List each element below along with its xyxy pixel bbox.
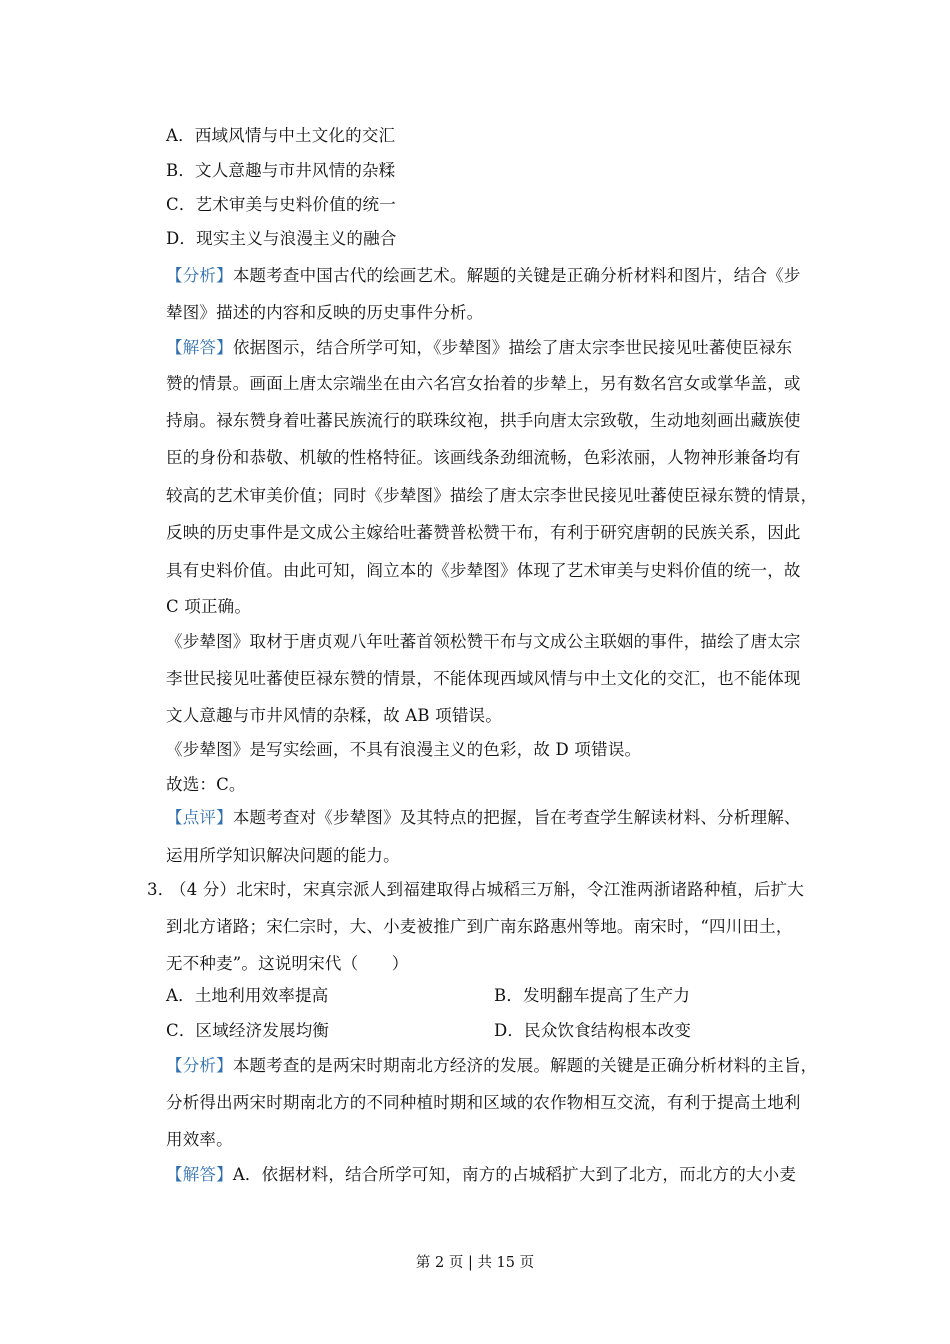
q2-analysis-line: 辇图》描述的内容和反映的历史事件分析。: [166, 303, 484, 322]
answer-tag: 【解答】: [166, 1165, 233, 1184]
q2-analysis-line: 【分析】本题考查中国古代的绘画艺术。解题的关键是正确分析材料和图片，结合《步: [166, 266, 801, 285]
q2-answer-line: 故选：C。: [166, 775, 246, 794]
q2-answer-line: 臣的身份和恭敬、机敏的性格特征。该画线条劲细流畅，色彩浓丽，人物神形兼备均有: [166, 448, 801, 467]
q3-analysis-line: 【分析】本题考查的是两宋时期南北方经济的发展。解题的关键是正确分析材料的主旨，: [166, 1056, 818, 1075]
q2-answer-line: 反映的历史事件是文成公主嫁给吐蕃赞普松赞干布，有利于研究唐朝的民族关系，因此: [166, 523, 801, 542]
analysis-tag: 【分析】: [166, 1056, 233, 1075]
q3-number: 3．: [147, 880, 175, 899]
q2-option-a: A．西域风情与中土文化的交汇: [166, 126, 396, 145]
q2-answer-line: C 项正确。: [166, 597, 252, 616]
q2-answer-line: 赞的情景。画面上唐太宗端坐在由六名宫女抬着的步辇上，另有数名宫女或掌华盖，或: [166, 374, 801, 393]
q2-option-b: B．文人意趣与市井风情的杂糅: [166, 161, 396, 180]
q3-stem-line: 到北方诸路；宋仁宗时，大、小麦被推广到广南东路惠州等地。南宋时，“四川田土，: [166, 917, 793, 936]
q2-option-d: D．现实主义与浪漫主义的融合: [166, 229, 397, 248]
q3-analysis-line: 用效率。: [166, 1130, 233, 1149]
q2-answer-line: 【解答】依据图示，结合所学可知，《步辇图》描绘了唐太宗李世民接见吐蕃使臣禄东: [166, 338, 793, 357]
q3-option-b: B．发明翻车提高了生产力: [494, 986, 691, 1005]
q2-comment-line: 【点评】本题考查对《步辇图》及其特点的把握，旨在考查学生解读材料、分析理解、: [166, 808, 801, 827]
q2-answer-line: 文人意趣与市井风情的杂糅，故 AB 项错误。: [166, 706, 502, 725]
comment-tag: 【点评】: [166, 808, 233, 827]
q3-option-d: D．民众饮食结构根本改变: [494, 1021, 692, 1040]
q2-answer-line: 较高的艺术审美价值；同时《步辇图》描绘了唐太宗李世民接见吐蕃使臣禄东赞的情景，: [166, 486, 818, 505]
page-footer: 第 2 页 | 共 15 页: [415, 1255, 535, 1271]
answer-tag: 【解答】: [166, 338, 233, 357]
q2-answer-line: 《步辇图》是写实绘画，不具有浪漫主义的色彩，故 D 项错误。: [166, 740, 642, 759]
q2-answer-line: 持扇。禄东赞身着吐蕃民族流行的联珠纹袍，拱手向唐太宗致敬，生动地刻画出藏族使: [166, 411, 801, 430]
q3-analysis-line: 分析得出两宋时期南北方的不同种植时期和区域的农作物相互交流，有利于提高土地利: [166, 1093, 801, 1112]
q3-option-c: C．区域经济发展均衡: [166, 1021, 330, 1040]
q3-stem-line: （4 分）北宋时，宋真宗派人到福建取得占城稻三万斛，令江淮两浙诸路种植，后扩大: [170, 880, 805, 899]
q3-stem-line: 无不种麦”。这说明宋代（ ）: [166, 954, 409, 973]
q3-option-a: A．土地利用效率提高: [166, 986, 329, 1005]
q2-answer-line: 《步辇图》取材于唐贞观八年吐蕃首领松赞干布与文成公主联姻的事件，描绘了唐太宗: [166, 632, 801, 651]
q2-option-c: C．艺术审美与史料价值的统一: [166, 195, 396, 214]
q2-answer-line: 具有史料价值。由此可知，阎立本的《步辇图》体现了艺术审美与史料价值的统一，故: [166, 561, 801, 580]
q2-comment-line: 运用所学知识解决问题的能力。: [166, 846, 400, 865]
q2-answer-line: 李世民接见吐蕃使臣禄东赞的情景，不能体现西域风情与中土文化的交汇，也不能体现: [166, 669, 801, 688]
q3-answer-line: 【解答】A．依据材料，结合所学可知，南方的占城稻扩大到了北方，而北方的大小麦: [166, 1165, 797, 1184]
analysis-tag: 【分析】: [166, 266, 233, 285]
